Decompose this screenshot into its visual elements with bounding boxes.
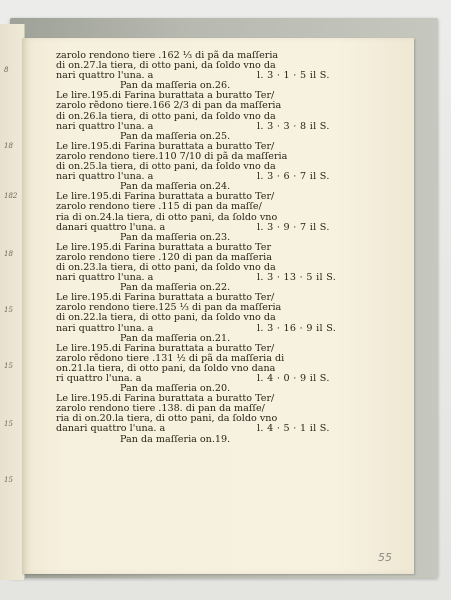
- line-text: nari quattro l'una. a: [56, 272, 154, 284]
- amount-column: l. 4 · 0 · 9 il S.: [257, 373, 330, 384]
- line-text: danari quattro l'una. a: [56, 423, 166, 435]
- amount-column: l. 3 · 9 · 7 il S.: [257, 221, 330, 233]
- text-line: [56, 273, 406, 283]
- margin-mark: 15: [4, 306, 13, 314]
- line-text: ri quattro l'una. a: [56, 373, 142, 384]
- line-text: nari quattro l'una. a: [56, 70, 154, 82]
- line-text: Pan da maſſeria on.26.: [120, 80, 231, 92]
- line-text: danari quattro l'una. a: [56, 221, 166, 233]
- text-line: [56, 324, 406, 334]
- margin-mark: 8: [4, 66, 9, 74]
- text-line: [56, 374, 406, 384]
- line-text: Pan da maſſeria on.23.: [120, 231, 231, 243]
- line-text: Le lire.195.di Farina burattata a buratto Ter/: [56, 342, 275, 354]
- amount-column: l. 3 · 16 · 9 il S.: [257, 322, 337, 334]
- line-text: nari quattro l'una. a: [56, 120, 154, 132]
- line-text: Pan da maſſeria on.21.: [120, 332, 231, 344]
- amount-column: l. 3 · 3 · 8 il S.: [257, 120, 330, 132]
- line-text: di on.26.la tiera, di otto pani, da ſoldo vno da: [56, 110, 276, 122]
- line-text: on.21.la tiera, di otto pani, da ſoldo vno dana: [56, 362, 276, 374]
- line-text: di on.22.la tiera, di otto pani, da ſoldo vno da: [56, 312, 276, 324]
- amount-column: l. 3 · 6 · 7 il S.: [257, 171, 330, 183]
- line-text: nari quattro l'una. a: [56, 322, 154, 334]
- line-text: zarolo rendono tiere.110 7/10 di pã da maſſeria: [56, 150, 288, 162]
- text-line: [56, 223, 406, 233]
- line-text: ria di on.20.la tiera, di otto pani, da ſoldo vno: [56, 413, 278, 425]
- line-text: zarolo rendono tiere .162 ⅓ di pã da maſſeria: [56, 50, 279, 61]
- book-page: [22, 38, 414, 574]
- line-text: zarolo rendono tiere .115 di pan da maſſe/: [56, 201, 262, 213]
- amount-column: l. 3 · 13 · 5 il S.: [257, 272, 337, 284]
- line-text: Le lire.195.di Farina burattata a buratto Ter/: [56, 191, 275, 203]
- line-text: di on.25.la tiera, di otto pani, da ſoldo vno da: [56, 161, 276, 173]
- line-text: Le lire.195.di Farina burattata a buratto Ter/: [56, 90, 275, 102]
- pencil-page-number: 55: [378, 551, 392, 564]
- text-line: [56, 71, 406, 81]
- margin-mark: 15: [4, 420, 13, 428]
- margin-mark: 18: [4, 142, 13, 150]
- text-line: [56, 424, 406, 434]
- margin-mark: 15: [4, 476, 13, 484]
- line-text: ria di on.24.la tiera, di otto pani, da ſoldo vno: [56, 211, 278, 223]
- text-line: [56, 122, 406, 132]
- line-text: zarolo rẽdono tiere .131 ½ di pã da maſſeria di: [56, 352, 285, 364]
- text-line: [56, 202, 406, 212]
- line-text: di on.23.la tiera, di otto pani, da ſoldo vno da: [56, 261, 276, 273]
- line-text: Le lire.195.di Farina burattata a buratto Ter/: [56, 292, 275, 304]
- line-text: Pan da maſſeria on.24.: [120, 181, 231, 193]
- line-text: zarolo rẽdono tiere.166 2/3 di pan da maſſeria: [56, 100, 282, 112]
- line-text: nari quattro l'una. a: [56, 171, 154, 183]
- margin-mark: 18: [4, 250, 13, 258]
- page-text-block: [56, 51, 406, 445]
- line-text: Le lire.195.di Farina burattata a buratto Ter/: [56, 393, 275, 405]
- margin-mark: 182: [4, 192, 18, 200]
- line-text: zarolo rendono tiere .120 di pan da maſſeria: [56, 251, 272, 263]
- line-text: Pan da maſſeria on.20.: [120, 383, 231, 395]
- line-text: Le lire.195.di Farina burattata a buratto Ter: [56, 241, 272, 253]
- line-text: Pan da maſſeria on.22.: [120, 282, 231, 294]
- amount-column: l. 4 · 5 · 1 il S.: [257, 423, 330, 435]
- line-text: Pan da maſſeria on.19.: [120, 433, 231, 445]
- section-heading: [56, 435, 406, 445]
- margin-mark: 15: [4, 362, 13, 370]
- line-text: Pan da maſſeria on.25.: [120, 130, 231, 142]
- line-text: zarolo rendono tiere .138. di pan da maſſe/: [56, 403, 265, 415]
- line-text: Le lire.195.di Farina burattata a buratto Ter/: [56, 140, 275, 152]
- amount-column: l. 3 · 1 · 5 il S.: [257, 70, 330, 82]
- text-line: [56, 172, 406, 182]
- line-text: di on.27.la tiera, di otto pani, da ſoldo vno da: [56, 60, 276, 72]
- line-text: zarolo rendono tiere.125 ⅓ di pan da maſſeria: [56, 302, 282, 314]
